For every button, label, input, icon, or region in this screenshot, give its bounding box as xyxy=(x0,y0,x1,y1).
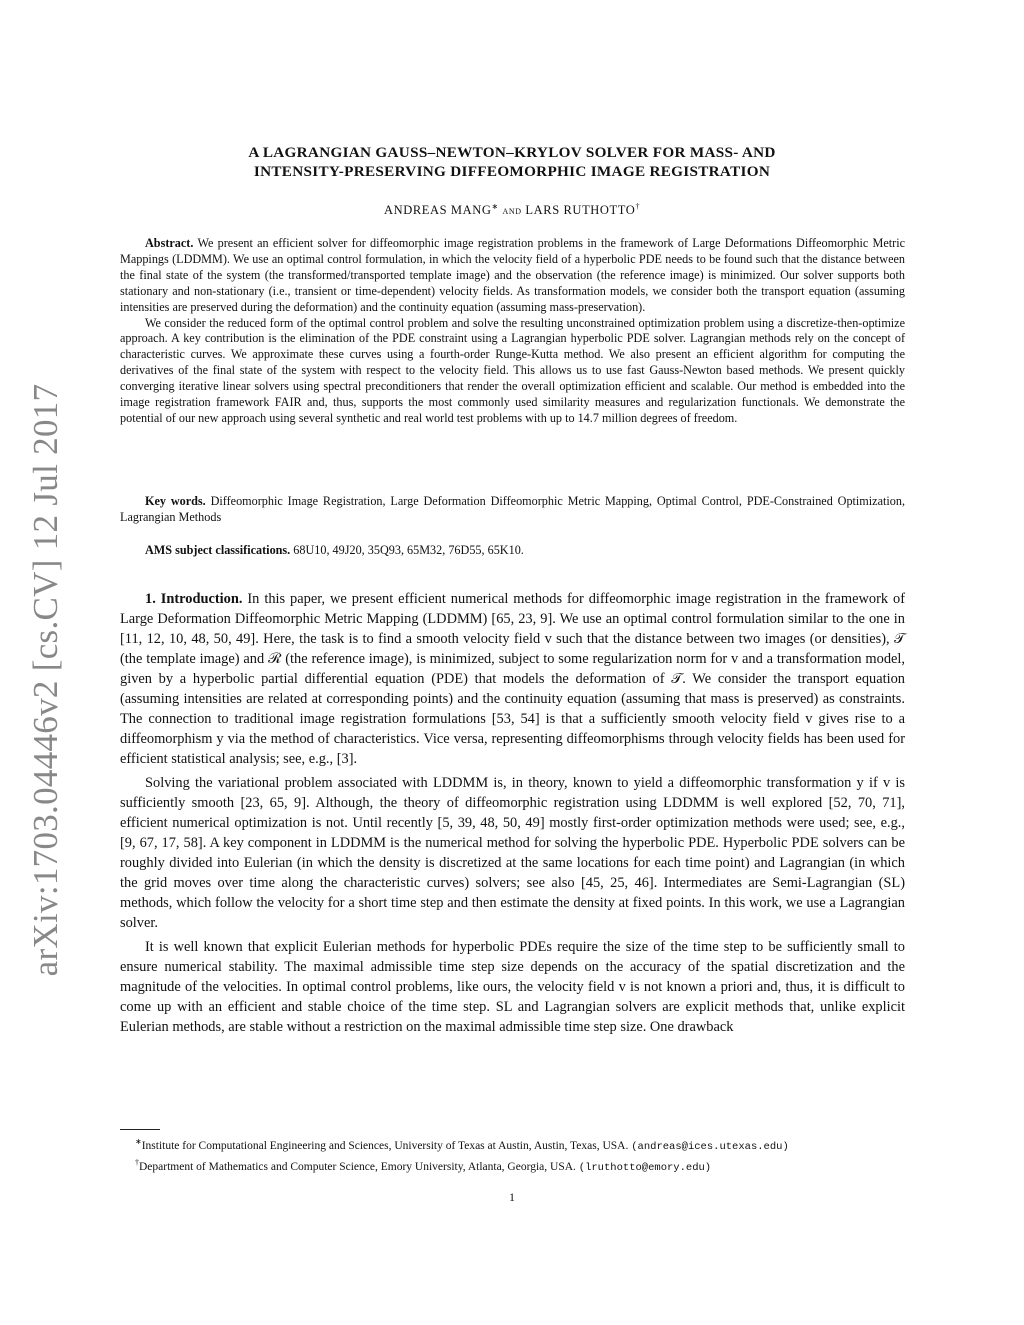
author-2-mark: † xyxy=(635,202,641,211)
keywords xyxy=(120,494,905,526)
author-1-mark: ∗ xyxy=(491,202,499,211)
footnote-1-text: Institute for Computational Engineering and Sciences, University of Texas at Austin, Austin, Texas, USA. xyxy=(141,1139,629,1152)
footnote-1 xyxy=(120,1134,905,1155)
author-separator: and xyxy=(502,205,522,218)
footnote-2-email[interactable]: (lruthotto@emory.edu) xyxy=(578,1162,712,1175)
title-line-2: INTENSITY-PRESERVING DIFFEOMORPHIC IMAGE REGISTRATION xyxy=(253,163,771,180)
intro-paragraph-3: It is well known that explicit Eulerian methods for hyperbolic PDEs require the size of the time step to be sufficiently small to ensure numerical stability. The maximal admissible time step size depends on the accuracy of the spatial discretization and the magnitude of the velocities. In optimal control problems, like ours, the velocity field v is not known a priori and, thus, it is difficult to come up with an efficient and stable choice of the time step. SL and Lagrangian solvers are explicit methods that, unlike explicit Eulerian methods, are stable without a restriction on the maximal admissible time step size. One drawback xyxy=(120,939,905,1035)
abstract-paragraph-2: We consider the reduced form of the optimal control problem and solve the resulting unconstrained optimization problem using a discretize-then-optimize approach. A key contribution is the elimination of the PDE constraint using a Lagrangian hyperbolic PDE solver. Lagrangian methods rely on the concept of characteristic curves. We approximate these curves using a fourth-order Runge-Kutta method. We also present an efficient algorithm for computing the derivatives of the final state of the system with respect to the velocity field. This allows us to use fast Gauss-Newton based methods. We present quickly converging iterative linear solvers using spectral preconditioners that render the overall optimization efficient and scalable. Our method is embedded into the image registration framework FAIR and, thus, supports the most commonly used similarity measures and regularization functionals. We demonstrate the potential of our new approach using several synthetic and real world test problems with up to 14.7 million degrees of freedom. xyxy=(120,315,905,425)
author-list xyxy=(120,202,904,218)
ams-label: AMS subject classifications. xyxy=(145,543,291,557)
abstract-label: Abstract. xyxy=(145,236,194,250)
arxiv-identifier: arXiv:1703.04446v2 [cs.CV] 12 Jul 2017 xyxy=(26,383,65,977)
keywords-text: Diffeomorphic Image Registration, Large Deformation Diffeomorphic Metric Mapping, Optimal Control, PDE-Constrained Optimization, Lagrangian Methods xyxy=(120,494,906,524)
abstract-paragraph-1 xyxy=(120,236,905,316)
section-heading: 1. Introduction. xyxy=(145,591,243,607)
author-1: ANDREAS MANG xyxy=(383,203,492,218)
ams-text: 68U10, 49J20, 35Q93, 65M32, 76D55, 65K10. xyxy=(293,543,524,557)
intro-paragraph-1 xyxy=(120,589,905,769)
abstract-text-1: We present an efficient solver for diffeomorphic image registration problems in the framework of Large Deformations Diffeomorphic Metric Mappings (LDDMM). We use an optimal control formulation, in which the velocity field of a hyperbolic PDE needs to be found such that the distance between the final state of the system (the transformed/transported template image) and the observation (the reference image) is minimized. Our solver supports both stationary and non-stationary (i.e., transient or time-dependent) velocity fields. As transformation models, we consider both the transport equation (assuming intensities are preserved during the deformation) and the continuity equation (assuming mass-preservation). xyxy=(120,236,905,314)
footnote-divider xyxy=(120,1129,160,1130)
intro-text-1: In this paper, we present efficient numerical methods for diffeomorphic image registration in the framework of Large Deformation Diffeomorphic Metric Mapping (LDDMM) [65, 23, 9]. We use an optimal control formulation similar to the one in [11, 12, 10, 48, 50, 49]. Here, the task is to find a smooth velocity field v such that the distance between two images (or densities), 𝒯 (the template image) and ℛ (the reference image), is minimized, subject to some regularization norm for v and a transformation model, given by a hyperbolic partial differential equation (PDE) that models the deformation of 𝒯. We consider the transport equation (assuming intensities are related at corresponding points) and the continuity equation (assuming that mass is preserved) as constraints. The connection to traditional image registration formulations [53, 54] is that a sufficiently smooth velocity field v gives rise to a diffeomorphism y via the method of characteristics. Vice versa, representing diffeomorphisms through velocity fields has been used for efficient statistical analysis; see, e.g., [3]. xyxy=(120,591,905,767)
paper-title xyxy=(120,143,904,181)
footnotes xyxy=(120,1134,905,1177)
page-number: 1 xyxy=(509,1190,515,1204)
intro-paragraph-2: Solving the variational problem associated with LDDMM is, in theory, known to yield a diffeomorphic transformation y if v is sufficiently smooth [23, 65, 9]. Although, the theory of diffeomorphic registration using LDDMM is well explored [52, 70, 71], efficient numerical optimization is not. Until recently [5, 39, 48, 50, 49] mostly first-order optimization methods were used; see, e.g., [9, 67, 17, 58]. A key component in LDDMM is the numerical method for solving the hyperbolic PDE. Hyperbolic PDE solvers can be roughly divided into Eulerian (in which the density is discretized at the same locations for each time point) and Lagrangian (in which the grid moves over time along the characteristic curves) solvers; see also [45, 25, 46]. Intermediates are Semi-Lagrangian (SL) methods, which follow the velocity for a short time step and then estimate the density at fixed points. In this work, we use a Lagrangian solver. xyxy=(120,775,905,931)
footnote-2 xyxy=(120,1155,905,1176)
footnote-2-mark: † xyxy=(135,1158,139,1168)
arxiv-sidebar xyxy=(24,360,68,1000)
abstract xyxy=(120,236,905,427)
ams-classification xyxy=(120,543,905,558)
footnote-2-text: Department of Mathematics and Computer Science, Emory University, Atlanta, Georgia, USA. xyxy=(139,1161,576,1174)
introduction-section xyxy=(120,589,905,1041)
title-line-1: A LAGRANGIAN GAUSS–NEWTON–KRYLOV SOLVER FOR MASS- AND xyxy=(248,144,776,161)
author-2: LARS RUTHOTTO xyxy=(525,203,636,218)
keywords-label: Key words. xyxy=(145,494,206,508)
footnote-1-mark: ∗ xyxy=(135,1137,142,1146)
footnote-1-email[interactable]: (andreas@ices.utexas.edu) xyxy=(631,1140,789,1153)
